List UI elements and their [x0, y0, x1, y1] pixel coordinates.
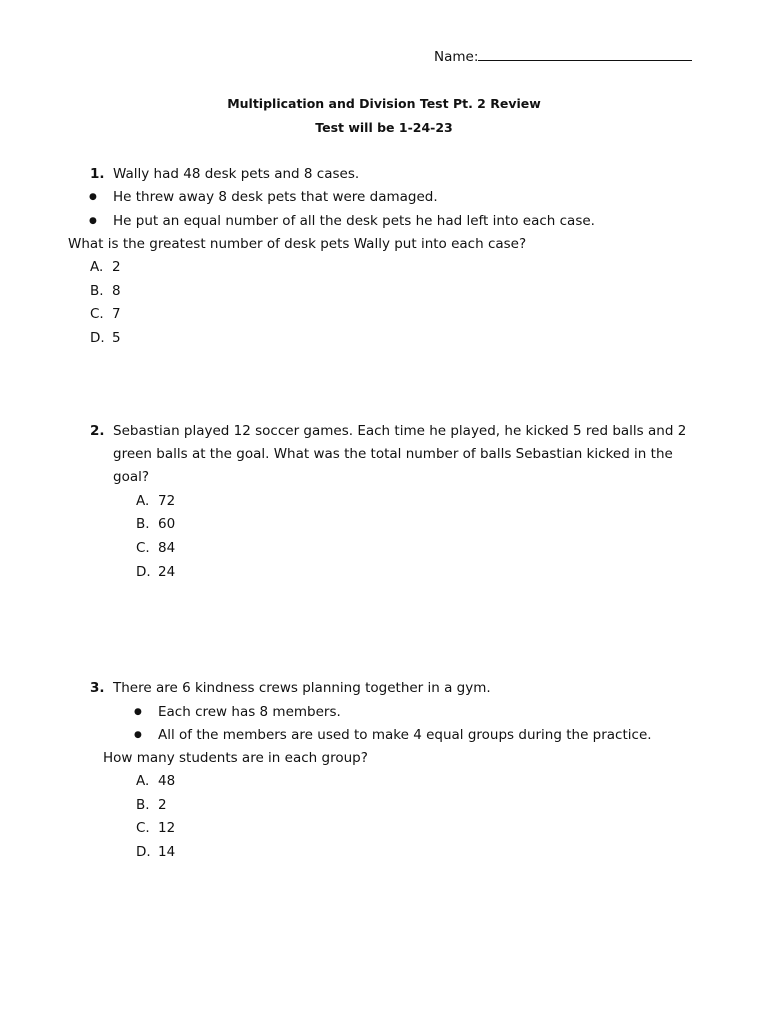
answer-option[interactable]	[136, 516, 175, 532]
option-text: 60	[158, 516, 176, 532]
test-date: Test will be 1-24-23	[315, 120, 453, 135]
option-letter: A.	[90, 259, 104, 275]
option-letter: C.	[136, 540, 150, 556]
question-line: goal?	[113, 469, 150, 485]
question-stem: Wally had 48 desk pets and 8 cases.	[113, 166, 360, 182]
option-text: 7	[112, 306, 121, 322]
answer-option[interactable]	[136, 773, 175, 789]
answer-option[interactable]	[90, 330, 121, 346]
option-text: 2	[158, 797, 167, 813]
option-letter: B.	[90, 283, 104, 299]
answer-option[interactable]	[136, 797, 167, 813]
question-number: 2.	[90, 423, 105, 439]
bullet-item: ● He put an equal number of all the desk pets he had left into each case.	[113, 213, 595, 229]
question-stem: There are 6 kindness crews planning together in a gym.	[113, 680, 491, 696]
question-line: green balls at the goal. What was the total number of balls Sebastian kicked in the	[113, 446, 673, 462]
option-text: 72	[158, 493, 176, 509]
option-text: 5	[112, 330, 121, 346]
answer-option[interactable]	[136, 564, 175, 580]
answer-option[interactable]	[136, 540, 175, 556]
answer-option[interactable]	[90, 283, 121, 299]
question-number: 3.	[90, 680, 105, 696]
option-text: 8	[112, 283, 121, 299]
option-text: 84	[158, 540, 176, 556]
option-text: 14	[158, 844, 176, 860]
option-text: 24	[158, 564, 176, 580]
question-prompt: What is the greatest number of desk pets Wally put into each case?	[68, 236, 527, 252]
option-text: 48	[158, 773, 176, 789]
answer-option[interactable]	[136, 820, 175, 836]
answer-option[interactable]	[90, 306, 121, 322]
bullet-item: ● Each crew has 8 members.	[158, 704, 341, 720]
answer-option[interactable]	[90, 259, 121, 275]
question-line: Sebastian played 12 soccer games. Each time he played, he kicked 5 red balls and 2	[113, 423, 687, 439]
name-blank-line[interactable]	[478, 48, 692, 61]
option-letter: A.	[136, 493, 150, 509]
page-title: Multiplication and Division Test Pt. 2 Review	[227, 96, 541, 111]
option-letter: B.	[136, 516, 150, 532]
option-text: 12	[158, 820, 176, 836]
option-text: 2	[112, 259, 121, 275]
name-field[interactable]	[434, 48, 692, 65]
question-number: 1.	[90, 166, 105, 182]
option-letter: A.	[136, 773, 150, 789]
option-letter: C.	[90, 306, 104, 322]
name-label: Name:	[434, 49, 479, 65]
option-letter: C.	[136, 820, 150, 836]
question-prompt: How many students are in each group?	[103, 750, 368, 766]
option-letter: D.	[136, 844, 151, 860]
answer-option[interactable]	[136, 493, 175, 509]
option-letter: B.	[136, 797, 150, 813]
bullet-item: ● He threw away 8 desk pets that were damaged.	[113, 189, 438, 205]
answer-option[interactable]	[136, 844, 175, 860]
option-letter: D.	[136, 564, 151, 580]
bullet-item: ● All of the members are used to make 4 equal groups during the practice.	[158, 727, 652, 743]
option-letter: D.	[90, 330, 105, 346]
